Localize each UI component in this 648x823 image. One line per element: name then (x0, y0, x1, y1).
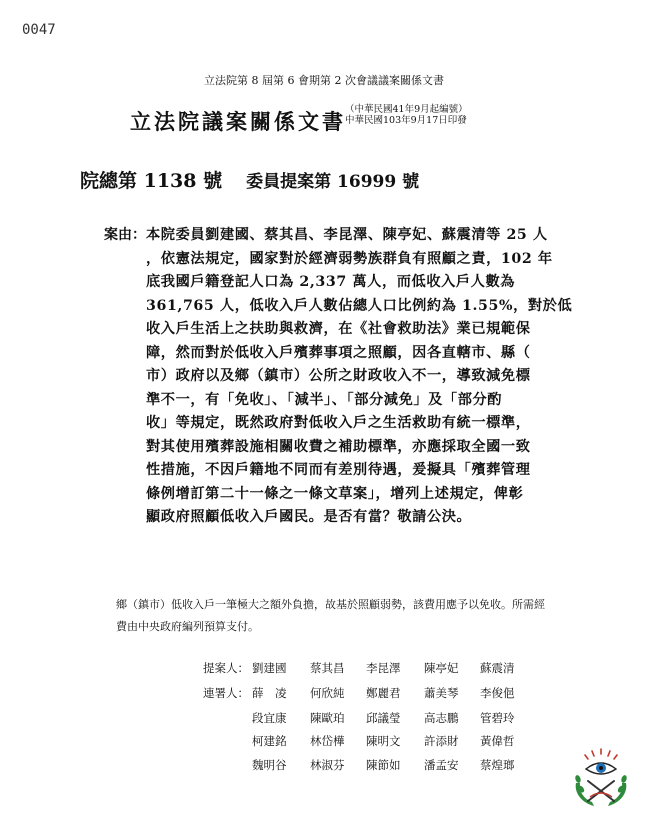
case-line: 收」等規定，既然政府對低收入戶之生活救助有統一標準， (146, 415, 531, 431)
proposer-name: 劉建國 (252, 661, 287, 675)
cosigner-name: 陳歐珀 (310, 711, 345, 725)
document-title: 立法院議案關係文書 (130, 109, 346, 134)
case-body (146, 224, 586, 530)
print-stamp (345, 104, 468, 126)
proposer-name: 蔡其昌 (310, 661, 345, 675)
case-line: 準不一，有「免收」、「減半」、「部分減免」及「部分酌 (146, 391, 503, 408)
cosigner-name: 林岱樺 (310, 734, 345, 748)
case-line: 底我國戶籍登記人口為 2,337 萬人，而低收入戶人數為 (146, 274, 516, 290)
case-line: 361,765 人，低收入戶人數佔總人口比例約為 1.55%，對於低 (146, 297, 573, 314)
cosigner-name: 黃偉哲 (480, 734, 515, 748)
proposer-label: 提案人： (203, 661, 249, 675)
cosigner-name: 段宜康 (252, 711, 287, 725)
proposer-name: 陳亭妃 (424, 661, 459, 675)
cosigner-name: 林淑芬 (310, 758, 345, 772)
case-line: 對其使用殯葬設施相關收費之補助標準，亦應採取全國一致 (146, 438, 531, 455)
main-number: 院總第 1138 號 (80, 170, 223, 192)
case-line: 障，然而對於低收入戶殯葬事項之照顧，因各直轄市、縣（ (146, 344, 531, 361)
cosigner-label: 連署人： (203, 686, 249, 700)
session-header: 立法院第 8 屆第 6 會期第 2 次會議議案關係文書 (204, 74, 444, 87)
case-line: 收入戶生活上之扶助與救濟，在《社會救助法》業已規範保 (146, 321, 531, 337)
page-number: 0047 (22, 22, 56, 38)
case-line: 條例增訂第二十一條之一條文草案」，增列上述規定，俾彰 (146, 485, 524, 502)
case-line: ，依憲法規定，國家對於經濟弱勢族群負有照顧之責，102 年 (146, 250, 553, 267)
committee-number: 委員提案第 16999 號 (246, 172, 420, 192)
case-line: 本院委員劉建國、蔡其昌、李昆澤、陳亭妃、蘇震清等 25 人 (146, 227, 548, 243)
cosigner-name: 管碧玲 (480, 711, 515, 725)
case-line: 顯政府照顧低收入戶國民。是否有當？敬請公決。 (146, 509, 472, 525)
cosigner-name: 何欣純 (310, 686, 345, 700)
cosigner-name: 許添財 (424, 734, 459, 748)
note-line: 鄉（鎮市）低收入戶一筆極大之額外負擔，故基於照顧弱勢，該費用應予以免收。所需經 (116, 598, 545, 611)
cosigner-name: 邱議瑩 (366, 711, 401, 725)
cosigner-name: 蔡煌瑯 (480, 758, 515, 772)
cosigner-name: 陳明文 (366, 734, 401, 748)
cosigner-name: 高志鵬 (424, 711, 459, 725)
cosigner-name: 潘孟安 (424, 758, 459, 772)
cosigner-name: 李俊俋 (480, 686, 515, 700)
cosigner-name: 鄭麗君 (366, 686, 401, 700)
stamp-line-1: （中華民國41年9月起編號） (345, 104, 468, 115)
case-label: 案由： (104, 227, 146, 243)
cosigner-name: 陳節如 (366, 758, 401, 772)
note-line: 費由中央政府編列預算支付。 (116, 620, 259, 633)
party-emblem-icon (568, 745, 634, 811)
proposer-name: 蘇震清 (480, 661, 515, 675)
stamp-line-2: 中華民國103年9月17日印發 (345, 115, 467, 126)
cosigner-name: 柯建銘 (252, 734, 287, 748)
case-line: 性措施，不因戶籍地不同而有差別待遇，爰擬具「殯葬管理 (146, 462, 531, 478)
explanation-note (116, 594, 586, 638)
cosigner-name: 薛 凌 (252, 686, 287, 700)
proposer-name: 李昆澤 (366, 661, 401, 675)
case-line: 市）政府以及鄉（鎮市）公所之財政收入不一，導致減免標 (146, 368, 531, 384)
cosigner-name: 蕭美琴 (424, 686, 459, 700)
cosigner-name: 魏明谷 (252, 758, 287, 772)
document-numbers (80, 166, 419, 193)
